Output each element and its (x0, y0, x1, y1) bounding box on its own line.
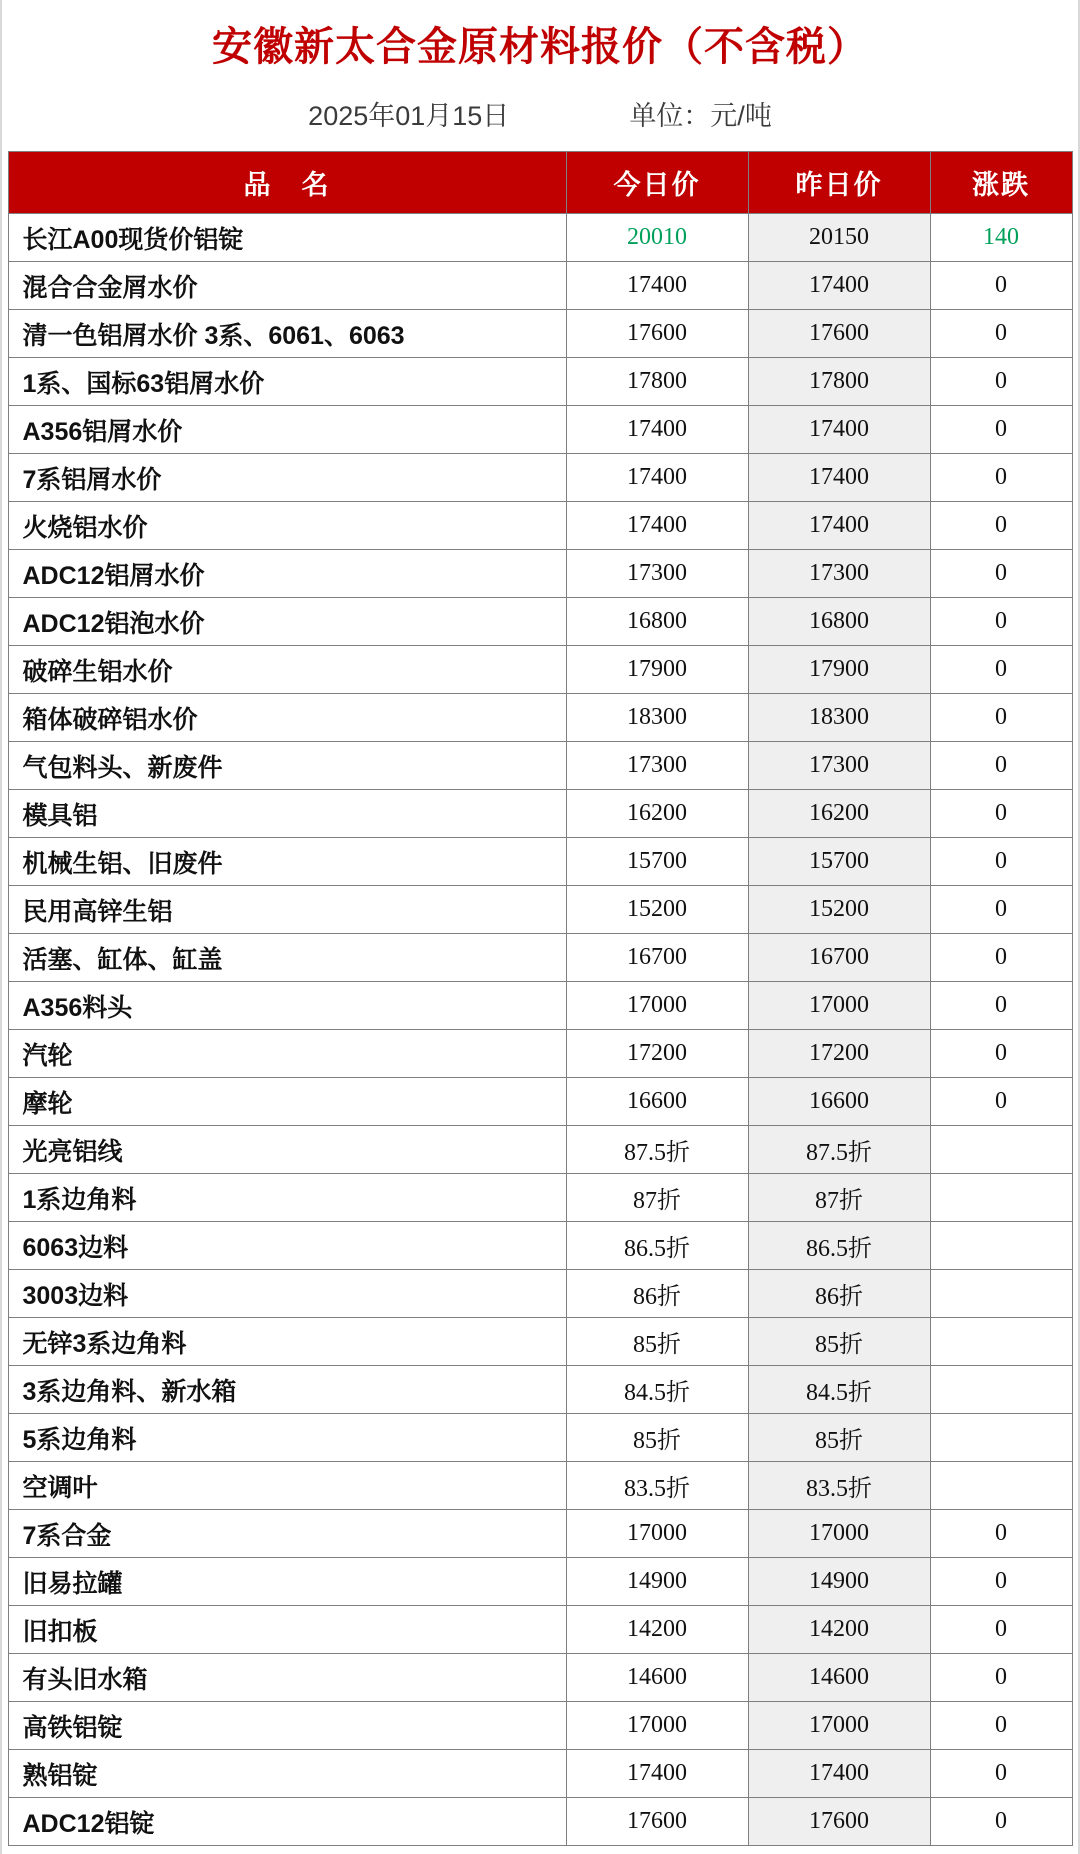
table-row (8, 1366, 1072, 1414)
cell-change: 0 (930, 1654, 1072, 1702)
cell-change (930, 1222, 1072, 1270)
cell-product-name: 1系、国标63铝屑水价 (8, 358, 566, 406)
cell-change: 0 (930, 550, 1072, 598)
cell-yesterday-price: 16600 (748, 1078, 930, 1126)
cell-yesterday-price: 17000 (748, 1702, 930, 1750)
cell-product-name: 民用高锌生铝 (8, 886, 566, 934)
cell-yesterday-price: 18300 (748, 694, 930, 742)
cell-product-name: 熟铝锭 (8, 1750, 566, 1798)
table-row (8, 1702, 1072, 1750)
table-row (8, 1174, 1072, 1222)
cell-today-price: 17400 (566, 502, 748, 550)
cell-today-price: 17300 (566, 742, 748, 790)
table-row (8, 262, 1072, 310)
cell-yesterday-price: 17400 (748, 454, 930, 502)
cell-change: 0 (930, 886, 1072, 934)
subtitle-row (2, 78, 1078, 151)
cell-product-name: 7系合金 (8, 1510, 566, 1558)
table-row (8, 1126, 1072, 1174)
cell-today-price: 14200 (566, 1606, 748, 1654)
cell-yesterday-price: 17300 (748, 742, 930, 790)
cell-product-name: 火烧铝水价 (8, 502, 566, 550)
cell-change (930, 1174, 1072, 1222)
table-row (8, 934, 1072, 982)
cell-product-name: ADC12铝泡水价 (8, 598, 566, 646)
cell-product-name: 7系铝屑水价 (8, 454, 566, 502)
cell-yesterday-price: 17400 (748, 502, 930, 550)
cell-change: 0 (930, 934, 1072, 982)
cell-change: 0 (930, 646, 1072, 694)
cell-change: 0 (930, 982, 1072, 1030)
column-header-today: 今日价 (566, 152, 748, 214)
cell-change: 0 (930, 1750, 1072, 1798)
column-header-change: 涨跌 (930, 152, 1072, 214)
cell-change (930, 1366, 1072, 1414)
column-header-name: 品 名 (8, 152, 566, 214)
table-row (8, 1462, 1072, 1510)
table-row (8, 1078, 1072, 1126)
cell-change: 0 (930, 1702, 1072, 1750)
cell-change: 0 (930, 310, 1072, 358)
table-row (8, 358, 1072, 406)
cell-yesterday-price: 17400 (748, 262, 930, 310)
cell-yesterday-price: 14200 (748, 1606, 930, 1654)
cell-yesterday-price: 17800 (748, 358, 930, 406)
table-row (8, 1270, 1072, 1318)
cell-today-price: 15700 (566, 838, 748, 886)
cell-yesterday-price: 17200 (748, 1030, 930, 1078)
cell-today-price: 17000 (566, 1510, 748, 1558)
cell-yesterday-price: 86.5折 (748, 1222, 930, 1270)
cell-product-name: 长江A00现货价铝锭 (8, 214, 566, 262)
cell-change (930, 1414, 1072, 1462)
cell-today-price: 87.5折 (566, 1126, 748, 1174)
cell-product-name: 5系边角料 (8, 1414, 566, 1462)
cell-yesterday-price: 14900 (748, 1558, 930, 1606)
cell-yesterday-price: 20150 (748, 214, 930, 262)
bottom-spacer (2, 1846, 1078, 1854)
document-header (2, 0, 1078, 78)
cell-product-name: 机械生铝、旧废件 (8, 838, 566, 886)
cell-product-name: 3系边角料、新水箱 (8, 1366, 566, 1414)
cell-yesterday-price: 17600 (748, 1798, 930, 1846)
cell-today-price: 86.5折 (566, 1222, 748, 1270)
table-row (8, 838, 1072, 886)
cell-today-price: 17800 (566, 358, 748, 406)
cell-yesterday-price: 17400 (748, 1750, 930, 1798)
cell-today-price: 14600 (566, 1654, 748, 1702)
cell-yesterday-price: 16200 (748, 790, 930, 838)
table-row (8, 1798, 1072, 1846)
cell-today-price: 14900 (566, 1558, 748, 1606)
cell-change: 0 (930, 262, 1072, 310)
cell-product-name: 气包料头、新废件 (8, 742, 566, 790)
cell-today-price: 17400 (566, 1750, 748, 1798)
price-table (8, 151, 1073, 1846)
table-row (8, 982, 1072, 1030)
cell-today-price: 17900 (566, 646, 748, 694)
cell-yesterday-price: 17300 (748, 550, 930, 598)
cell-yesterday-price: 84.5折 (748, 1366, 930, 1414)
cell-product-name: 无锌3系边角料 (8, 1318, 566, 1366)
cell-today-price: 85折 (566, 1318, 748, 1366)
cell-yesterday-price: 86折 (748, 1270, 930, 1318)
cell-today-price: 86折 (566, 1270, 748, 1318)
cell-yesterday-price: 16800 (748, 598, 930, 646)
cell-change: 0 (930, 598, 1072, 646)
cell-today-price: 87折 (566, 1174, 748, 1222)
table-row (8, 646, 1072, 694)
cell-product-name: 摩轮 (8, 1078, 566, 1126)
cell-today-price: 15200 (566, 886, 748, 934)
cell-today-price: 17200 (566, 1030, 748, 1078)
table-row (8, 502, 1072, 550)
cell-today-price: 17400 (566, 454, 748, 502)
cell-yesterday-price: 87折 (748, 1174, 930, 1222)
cell-today-price: 84.5折 (566, 1366, 748, 1414)
cell-change (930, 1462, 1072, 1510)
cell-change: 0 (930, 838, 1072, 886)
cell-product-name: 光亮铝线 (8, 1126, 566, 1174)
cell-yesterday-price: 15200 (748, 886, 930, 934)
cell-today-price: 83.5折 (566, 1462, 748, 1510)
cell-change: 0 (930, 1798, 1072, 1846)
quote-date: 2025年01月15日 (308, 101, 510, 131)
table-row (8, 1750, 1072, 1798)
cell-change: 0 (930, 694, 1072, 742)
cell-change: 0 (930, 1606, 1072, 1654)
cell-product-name: 破碎生铝水价 (8, 646, 566, 694)
cell-product-name: A356铝屑水价 (8, 406, 566, 454)
cell-change: 0 (930, 406, 1072, 454)
cell-change: 0 (930, 1030, 1072, 1078)
cell-yesterday-price: 85折 (748, 1414, 930, 1462)
cell-change: 0 (930, 1078, 1072, 1126)
table-row (8, 886, 1072, 934)
cell-product-name: 6063边料 (8, 1222, 566, 1270)
cell-yesterday-price: 15700 (748, 838, 930, 886)
table-row (8, 1510, 1072, 1558)
table-row (8, 1414, 1072, 1462)
cell-change (930, 1318, 1072, 1366)
table-body (8, 214, 1072, 1846)
table-row (8, 1030, 1072, 1078)
cell-today-price: 18300 (566, 694, 748, 742)
table-row (8, 1606, 1072, 1654)
cell-change: 140 (930, 214, 1072, 262)
table-row (8, 742, 1072, 790)
cell-today-price: 16600 (566, 1078, 748, 1126)
cell-yesterday-price: 85折 (748, 1318, 930, 1366)
cell-yesterday-price: 17000 (748, 982, 930, 1030)
table-row (8, 214, 1072, 262)
table-row (8, 1654, 1072, 1702)
cell-product-name: 3003边料 (8, 1270, 566, 1318)
cell-today-price: 17400 (566, 262, 748, 310)
cell-product-name: 有头旧水箱 (8, 1654, 566, 1702)
table-row (8, 406, 1072, 454)
cell-today-price: 20010 (566, 214, 748, 262)
cell-change: 0 (930, 502, 1072, 550)
cell-product-name: 汽轮 (8, 1030, 566, 1078)
cell-yesterday-price: 17900 (748, 646, 930, 694)
quote-unit: 单位：元/吨 (629, 101, 772, 131)
cell-product-name: 旧易拉罐 (8, 1558, 566, 1606)
cell-product-name: 1系边角料 (8, 1174, 566, 1222)
table-row (8, 598, 1072, 646)
cell-change (930, 1126, 1072, 1174)
table-row (8, 790, 1072, 838)
cell-product-name: 模具铝 (8, 790, 566, 838)
cell-today-price: 17300 (566, 550, 748, 598)
cell-yesterday-price: 17000 (748, 1510, 930, 1558)
table-header-row (8, 152, 1072, 214)
cell-today-price: 17400 (566, 406, 748, 454)
cell-product-name: ADC12铝屑水价 (8, 550, 566, 598)
cell-product-name: 清一色铝屑水价 3系、6061、6063 (8, 310, 566, 358)
cell-yesterday-price: 16700 (748, 934, 930, 982)
column-header-yesterday: 昨日价 (748, 152, 930, 214)
table-row (8, 550, 1072, 598)
cell-change: 0 (930, 1558, 1072, 1606)
cell-yesterday-price: 17400 (748, 406, 930, 454)
table-row (8, 310, 1072, 358)
cell-today-price: 17000 (566, 1702, 748, 1750)
table-row (8, 454, 1072, 502)
table-row (8, 1558, 1072, 1606)
cell-product-name: 混合合金屑水价 (8, 262, 566, 310)
table-row (8, 694, 1072, 742)
cell-product-name: 旧扣板 (8, 1606, 566, 1654)
cell-yesterday-price: 17600 (748, 310, 930, 358)
cell-change: 0 (930, 454, 1072, 502)
cell-product-name: 活塞、缸体、缸盖 (8, 934, 566, 982)
page-title: 安徽新太合金原材料报价（不含税） (212, 25, 868, 69)
cell-today-price: 16200 (566, 790, 748, 838)
cell-yesterday-price: 87.5折 (748, 1126, 930, 1174)
table-row (8, 1318, 1072, 1366)
cell-product-name: 空调叶 (8, 1462, 566, 1510)
cell-today-price: 17000 (566, 982, 748, 1030)
cell-product-name: A356料头 (8, 982, 566, 1030)
cell-change: 0 (930, 358, 1072, 406)
cell-change (930, 1270, 1072, 1318)
table-header (8, 152, 1072, 214)
cell-today-price: 17600 (566, 310, 748, 358)
cell-today-price: 16800 (566, 598, 748, 646)
cell-change: 0 (930, 1510, 1072, 1558)
cell-product-name: ADC12铝锭 (8, 1798, 566, 1846)
cell-change: 0 (930, 790, 1072, 838)
table-row (8, 1222, 1072, 1270)
cell-today-price: 85折 (566, 1414, 748, 1462)
cell-today-price: 16700 (566, 934, 748, 982)
cell-yesterday-price: 14600 (748, 1654, 930, 1702)
cell-change: 0 (930, 742, 1072, 790)
cell-product-name: 高铁铝锭 (8, 1702, 566, 1750)
cell-product-name: 箱体破碎铝水价 (8, 694, 566, 742)
cell-yesterday-price: 83.5折 (748, 1462, 930, 1510)
cell-today-price: 17600 (566, 1798, 748, 1846)
